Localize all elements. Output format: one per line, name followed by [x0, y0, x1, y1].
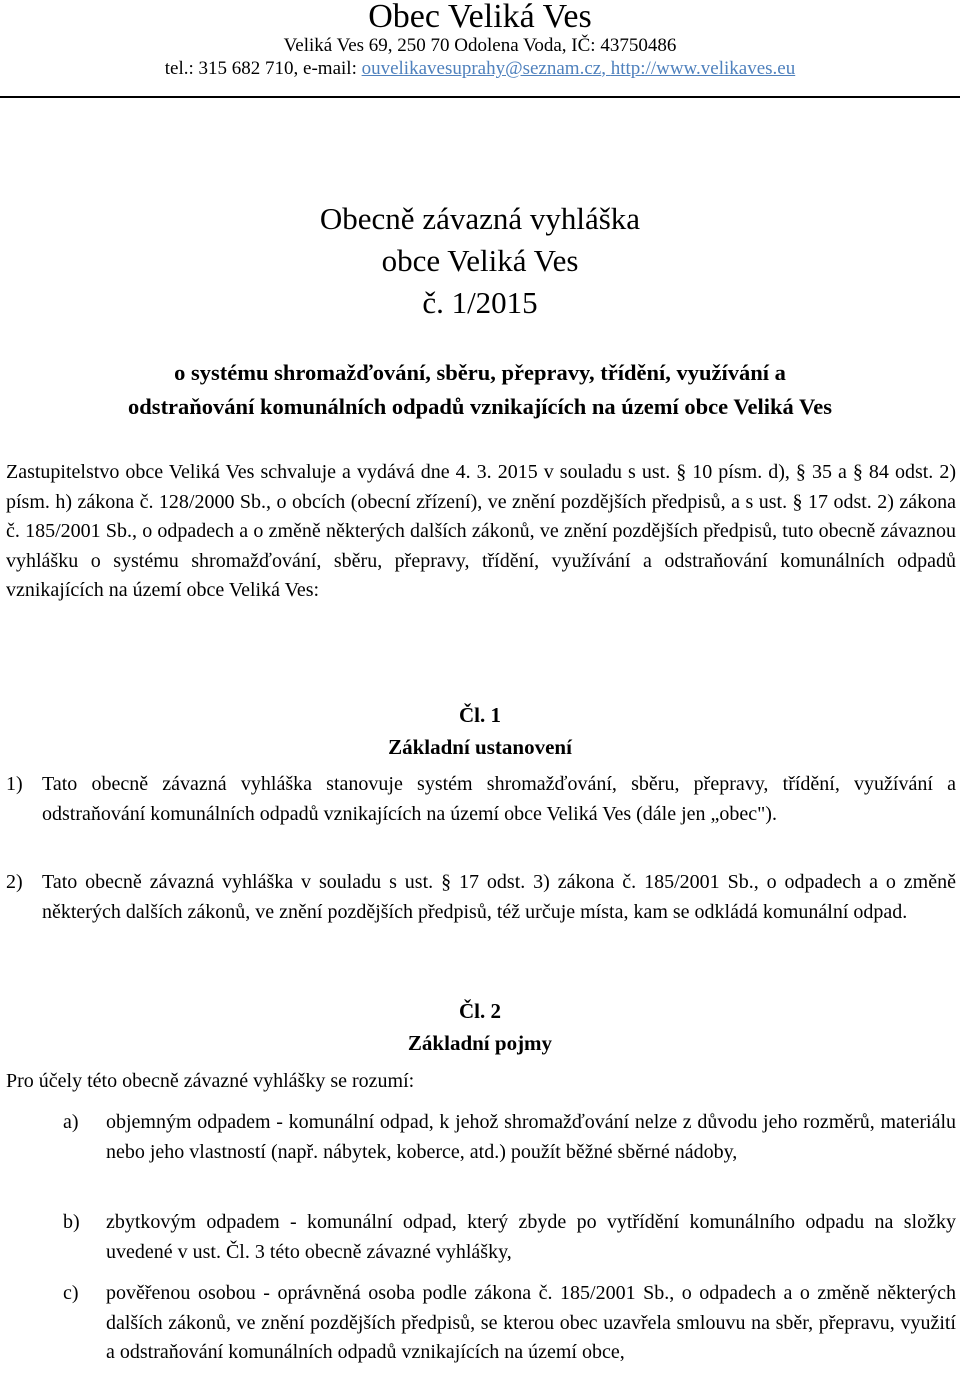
preamble: Zastupitelstvo obce Veliká Ves schvaluje a vydává dne 4. 3. 2015 v souladu s ust. § 10 písm. d), § 35 a § 84 odst. 2) písm. h) zákona č. 128/2000 Sb., o obcích (obecní zřízení), ve znění pozdějších předpisů, a s ust. § 17 odst. 2) zákona č. 185/2001 Sb., o odpadech a o změně některých dalších zákonů, ve znění pozdějších předpisů, tuto obecně závaznou vyhlášku o systému shromažďování, sběru, přepravy, třídění, využívání a odstraňování komunálních odpadů vznikajících na území obce Veliká Ves: [6, 461, 956, 601]
article2-title: Základní pojmy [407, 1031, 553, 1055]
document-number: č. 1/2015 [422, 285, 538, 320]
item-number: 2) [6, 871, 23, 893]
document-title [0, 198, 960, 324]
item-text: objemným odpadem - komunální odpad, k jehož shromažďování nelze z důvodu jeho rozměrů, materiálu nebo jeho vlastností (např. nábytek, koberce, atd.) použít běžné sběrné nádoby, [106, 1111, 956, 1163]
document-subject [0, 356, 960, 424]
definition-item [6, 1208, 956, 1267]
item-number: 1) [6, 773, 23, 795]
subject-line2: odstraňování komunálních odpadů vznikajících na území obce Veliká Ves [128, 394, 832, 419]
item-letter: b) [63, 1211, 80, 1233]
item-letter: a) [63, 1111, 79, 1133]
municipality-address: Veliká Ves 69, 250 70 Odolena Voda, IČ: 43750486 [283, 35, 677, 56]
item-text: zbytkovým odpadem - komunální odpad, který zbyde po vytřídění komunálního odpadu na složky uvedené v ust. Čl. 3 této obecně závazné vyhlášky, [106, 1211, 956, 1263]
article1-item [6, 868, 956, 927]
article1-title: Základní ustanovení [388, 735, 572, 759]
definition-item [6, 1108, 956, 1167]
municipality-name: Obec Veliká Ves [368, 0, 592, 35]
document-title-line1: Obecně závazná vyhláška [319, 201, 641, 236]
article1-number: Čl. 1 [459, 703, 501, 727]
article2-lead: Pro účely této obecně závazné vyhlášky se rozumí: [6, 1070, 415, 1092]
subject-line1: o systému shromažďování, sběru, přepravy, třídění, využívání a [174, 360, 786, 385]
item-text: pověřenou osobou - oprávněná osoba podle zákona č. 185/2001 Sb., o odpadech a o změně některých dalších zákonů, ve znění pozdějších předpisů, se kterou obec uzavřela smlouvu na sběr, přepravu, využití a odstraňování komunálních odpadů vznikajících na území obce, [106, 1282, 956, 1363]
article1-item [6, 770, 956, 829]
web-link[interactable]: http://www.velikaves.eu [610, 58, 796, 79]
article2-heading [0, 995, 960, 1059]
definition-item [6, 1279, 956, 1368]
contact-phone: tel.: 315 682 710, e-mail: [164, 58, 362, 79]
item-text: Tato obecně závazná vyhláška v souladu s ust. § 17 odst. 3) zákona č. 185/2001 Sb., o odpadech a o změně některých dalších zákonů, ve znění pozdějších předpisů, též určuje místa, kam se odkládá komunální odpad. [42, 871, 956, 923]
item-letter: c) [63, 1282, 79, 1304]
letterhead [0, 0, 960, 98]
article1-heading [0, 699, 960, 763]
municipality-contact [0, 57, 960, 80]
article2-number: Čl. 2 [459, 999, 501, 1023]
item-text: Tato obecně závazná vyhláška stanovuje systém shromažďování, sběru, přepravy, třídění, využívání a odstraňování komunálních odpadů vznikajících na území obce Veliká Ves (dále jen „obec"). [42, 773, 956, 825]
email-link[interactable]: ouvelikavesuprahy@seznam.cz [361, 58, 602, 79]
document-title-line2: obce Veliká Ves [381, 243, 579, 278]
link-separator: , [601, 58, 611, 79]
